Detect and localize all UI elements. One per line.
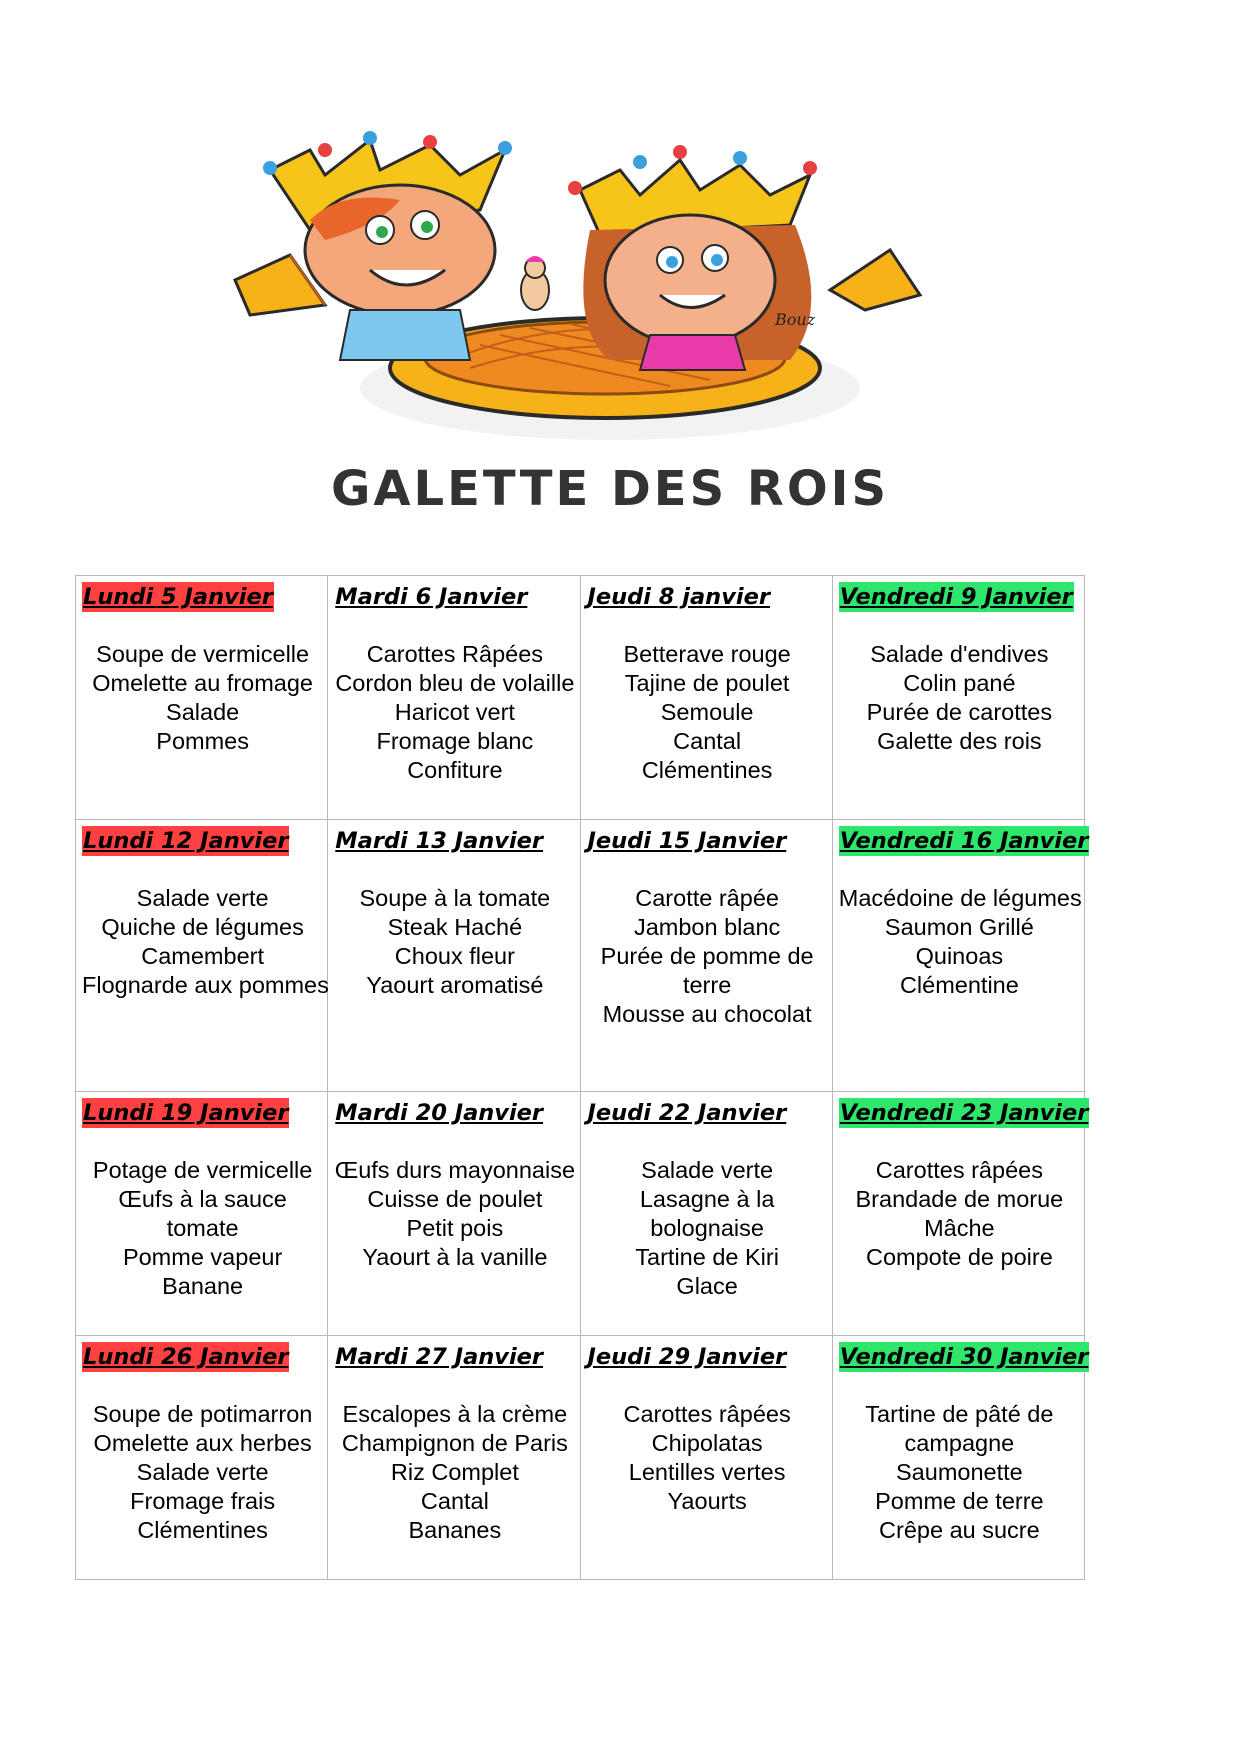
day-heading: Lundi 12 Janvier — [83, 828, 289, 854]
dish-item: Choux fleur — [394, 943, 515, 969]
dish-item: Confiture — [407, 757, 503, 783]
dish-item: Crêpe au sucre — [879, 1517, 1040, 1543]
dish-item: Salade — [166, 699, 240, 725]
menu-day-cell — [832, 576, 1084, 820]
dish-item: Camembert — [141, 943, 264, 969]
menu-week-row — [76, 820, 1085, 1092]
menu-day-cell — [580, 576, 832, 820]
dish-item: Salade verte — [136, 885, 269, 911]
dish-item: Clémentines — [641, 757, 773, 783]
menu-day-cell — [580, 1336, 832, 1580]
dish-item: Bananes — [408, 1517, 502, 1543]
boy-king-icon — [263, 131, 512, 360]
dish-item: Cantal — [420, 1488, 489, 1514]
dish-item: Pomme vapeur — [122, 1244, 283, 1270]
girl-queen-icon — [568, 145, 817, 370]
dish-item: Yaourts — [667, 1488, 747, 1514]
dish-item: Fromage blanc — [376, 728, 534, 754]
dish-item: Compote de poire — [865, 1244, 1053, 1270]
day-heading: Jeudi 15 Janvier — [587, 828, 787, 854]
day-heading: Mardi 27 Janvier — [335, 1344, 544, 1370]
day-heading: Vendredi 30 Janvier — [839, 1344, 1089, 1370]
dish-list — [839, 884, 1080, 1000]
menu-day-cell — [832, 1336, 1089, 1580]
dish-item: Haricot vert — [394, 699, 515, 725]
dish-item: Semoule — [660, 699, 754, 725]
day-heading: Mardi 13 Janvier — [335, 828, 544, 854]
menu-day-cell — [76, 820, 328, 1092]
day-heading: Lundi 26 Janvier — [83, 1344, 289, 1370]
menu-week-row — [76, 576, 1085, 820]
menu-week-row — [76, 1092, 1085, 1336]
menu-day-cell — [328, 820, 580, 1092]
dish-item: Potage de vermicelle — [92, 1157, 313, 1183]
dish-list — [587, 640, 828, 785]
dish-item: Quiche de légumes — [101, 914, 304, 940]
dish-item: Soupe de vermicelle — [96, 641, 310, 667]
day-heading: Mardi 20 Janvier — [335, 1100, 544, 1126]
dish-list — [587, 884, 828, 1029]
dish-item: Clémentine — [899, 972, 1019, 998]
dish-item: Mâche — [924, 1215, 995, 1241]
dish-list — [334, 640, 575, 785]
dish-item: Banane — [162, 1273, 244, 1299]
feve-figurine-icon — [521, 256, 549, 310]
dish-item: Œufs à la sauce tomate — [118, 1186, 287, 1241]
day-heading: Jeudi 22 Janvier — [587, 1100, 787, 1126]
menu-day-cell — [76, 1336, 328, 1580]
dish-item: Galette des rois — [877, 728, 1042, 754]
dish-list — [334, 1400, 575, 1545]
dish-item: Clémentines — [137, 1517, 268, 1543]
menu-week-row — [76, 1336, 1085, 1580]
day-heading: Jeudi 8 janvier — [587, 584, 770, 610]
day-heading: Lundi 5 Janvier — [83, 584, 273, 610]
day-heading: Mardi 6 Janvier — [335, 584, 528, 610]
dish-item: Lasagne à la bolognaise — [639, 1186, 775, 1241]
menu-day-cell — [580, 1092, 832, 1336]
dish-list — [82, 1400, 323, 1545]
dish-item: Colin pané — [903, 670, 1016, 696]
dish-item: Jambon blanc — [633, 914, 781, 940]
dish-item: Fromage frais — [130, 1488, 276, 1514]
dish-item: Pommes — [156, 728, 249, 754]
dish-item: Steak Haché — [387, 914, 523, 940]
day-heading: Lundi 19 Janvier — [83, 1100, 289, 1126]
dish-item: Tartine de Kiri — [635, 1244, 779, 1270]
poster-title: GALETTE DES ROIS — [330, 461, 890, 517]
galette-des-rois-illustration — [230, 130, 990, 530]
dish-item: Salade d'endives — [870, 641, 1049, 667]
dish-list — [587, 1400, 828, 1516]
dish-item: Omelette aux herbes — [93, 1430, 312, 1456]
menu-day-cell — [328, 1092, 580, 1336]
dish-item: Glace — [676, 1273, 738, 1299]
menu-day-cell — [832, 820, 1089, 1092]
dish-item: Saumon Grillé — [884, 914, 1034, 940]
dish-item: Flognarde aux pommes — [82, 972, 329, 998]
dish-item: Cuisse de poulet — [367, 1186, 543, 1212]
dish-list — [82, 1156, 323, 1301]
dish-item: Salade verte — [136, 1459, 269, 1485]
dish-item: Betterave rouge — [623, 641, 791, 667]
dish-item: Lentilles vertes — [628, 1459, 786, 1485]
dish-item: Macédoine de légumes — [838, 885, 1082, 911]
dish-item: Chipolatas — [651, 1430, 763, 1456]
dish-item: Brandade de morue — [855, 1186, 1064, 1212]
dish-item: Salade verte — [641, 1157, 774, 1183]
dish-item: Cordon bleu de volaille — [335, 670, 575, 696]
dish-item: Carottes râpées — [623, 1401, 791, 1427]
dish-item: Soupe de potimarron — [92, 1401, 313, 1427]
illustrator-signature: Bouz — [775, 310, 816, 329]
dish-item: Soupe à la tomate — [359, 885, 551, 911]
dish-item: Petit pois — [406, 1215, 504, 1241]
dish-item: Carottes râpées — [875, 1157, 1043, 1183]
day-heading: Vendredi 23 Janvier — [839, 1100, 1089, 1126]
dish-list — [82, 884, 329, 1000]
menu-day-cell — [76, 576, 328, 820]
dish-item: Carottes Râpées — [366, 641, 544, 667]
dish-list — [334, 884, 575, 1000]
menu-day-cell — [580, 820, 832, 1092]
dish-list — [587, 1156, 828, 1301]
dish-item: Escalopes à la crème — [342, 1401, 568, 1427]
dish-item: Carotte râpée — [635, 885, 779, 911]
day-heading: Vendredi 9 Janvier — [839, 584, 1073, 610]
dish-item: Tajine de poulet — [624, 670, 790, 696]
menu-day-cell — [832, 1092, 1089, 1336]
dish-item: Cantal — [673, 728, 742, 754]
dish-item: Mousse au chocolat — [602, 1001, 812, 1027]
menu-day-cell — [76, 1092, 328, 1336]
galette-slice-right-icon — [830, 250, 920, 310]
dish-list — [82, 640, 323, 756]
dish-item: Purée de pomme de terre — [600, 943, 814, 998]
dish-item: Saumonette — [896, 1459, 1023, 1485]
dish-item: Purée de carottes — [866, 699, 1053, 725]
dish-item: Yaourt aromatisé — [366, 972, 544, 998]
menu-table — [75, 575, 1089, 1580]
dish-list — [839, 1156, 1080, 1272]
menu-day-cell — [328, 1336, 580, 1580]
day-heading: Jeudi 29 Janvier — [587, 1344, 787, 1370]
dish-item: Tartine de pâté de campagne — [865, 1401, 1054, 1456]
dish-item: Omelette au fromage — [92, 670, 313, 696]
dish-item: Champignon de Paris — [341, 1430, 568, 1456]
dish-item: Pomme de terre — [875, 1488, 1044, 1514]
dish-list — [839, 640, 1080, 756]
day-heading: Vendredi 16 Janvier — [839, 828, 1089, 854]
dish-item: Œufs durs mayonnaise — [334, 1157, 576, 1183]
menu-day-cell — [328, 576, 580, 820]
dish-item: Yaourt à la vanille — [362, 1244, 548, 1270]
dish-list — [839, 1400, 1080, 1545]
dish-item: Riz Complet — [390, 1459, 519, 1485]
dish-list — [334, 1156, 575, 1272]
dish-item: Quinoas — [915, 943, 1004, 969]
